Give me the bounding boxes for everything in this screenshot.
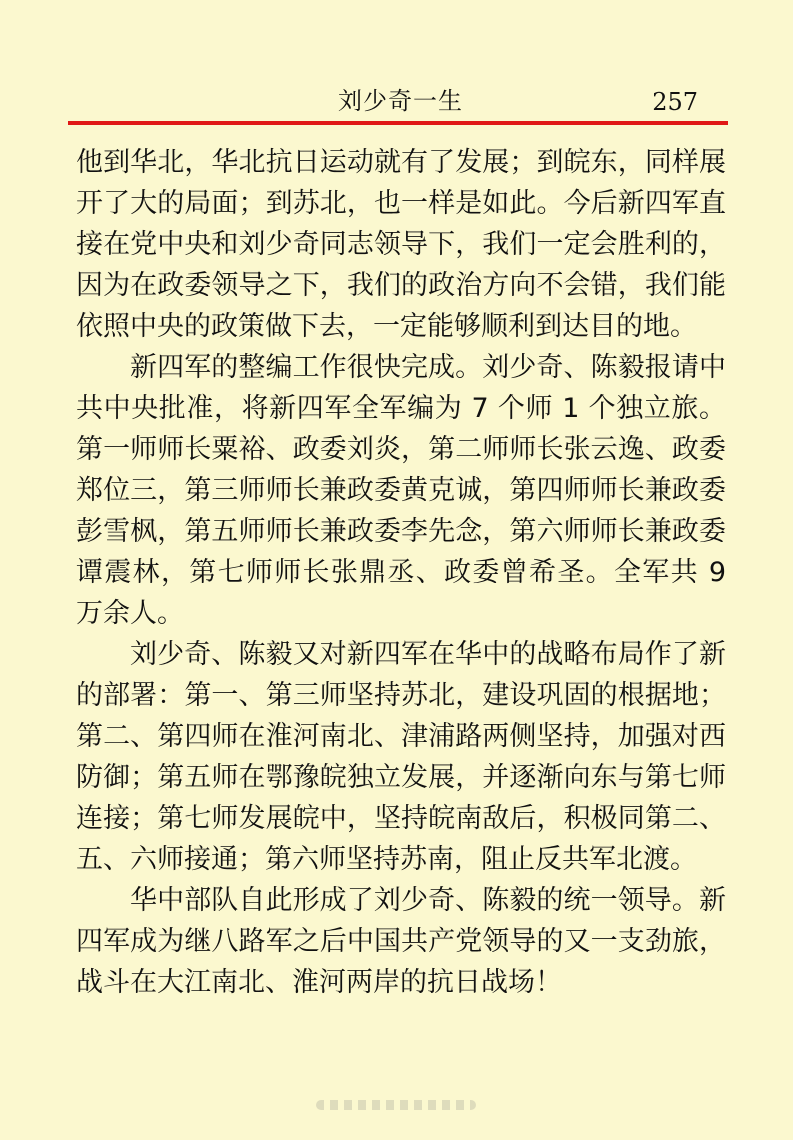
body-text (76, 142, 726, 1003)
book-title: 刘少奇一生 (338, 87, 463, 115)
header-rule (68, 121, 728, 125)
page-number: 257 (652, 88, 698, 116)
running-header (70, 84, 726, 120)
paragraph: 新四军的整编工作很快完成。刘少奇、陈毅报请中共中央批准，将新四军全军编为 7 个师 1 个独立旅。第一师师长粟裕、政委刘炎，第二师师长张云逸、政委郑位三，第三师师长兼政委黄克诚，第四师师长兼政委彭雪枫，第五师师长兼政委李先念，第六师师长兼政委谭震林，第七师师长张鼎丞、政委曾希圣。全军共 9 万余人。 (76, 352, 726, 629)
paragraph: 华中部队自此形成了刘少奇、陈毅的统一领导。新四军成为继八路军之后中国共产党领导的又一支劲旅，战斗在大江南北、淮河两岸的抗日战场！ (76, 885, 726, 998)
paragraph: 刘少奇、陈毅又对新四军在华中的战略布局作了新的部署：第一、第三师坚持苏北，建设巩固的根据地；第二、第四师在淮河南北、津浦路两侧坚持，加强对西防御；第五师在鄂豫皖独立发展，并逐渐向东与第七师连接；第七师发展皖中，坚持皖南敌后，积极同第二、五、六师接通；第六师坚持苏南，阻止反共军北渡。 (76, 639, 726, 875)
paragraph: 他到华北，华北抗日运动就有了发展；到皖东，同样展开了大的局面；到苏北，也一样是如此。今后新四军直接在党中央和刘少奇同志领导下，我们一定会胜利的，因为在政委领导之下，我们的政治方向不会错，我们能依照中央的政策做下去，一定能够顺利到达目的地。 (76, 147, 726, 342)
footer-smudge (316, 1100, 476, 1110)
